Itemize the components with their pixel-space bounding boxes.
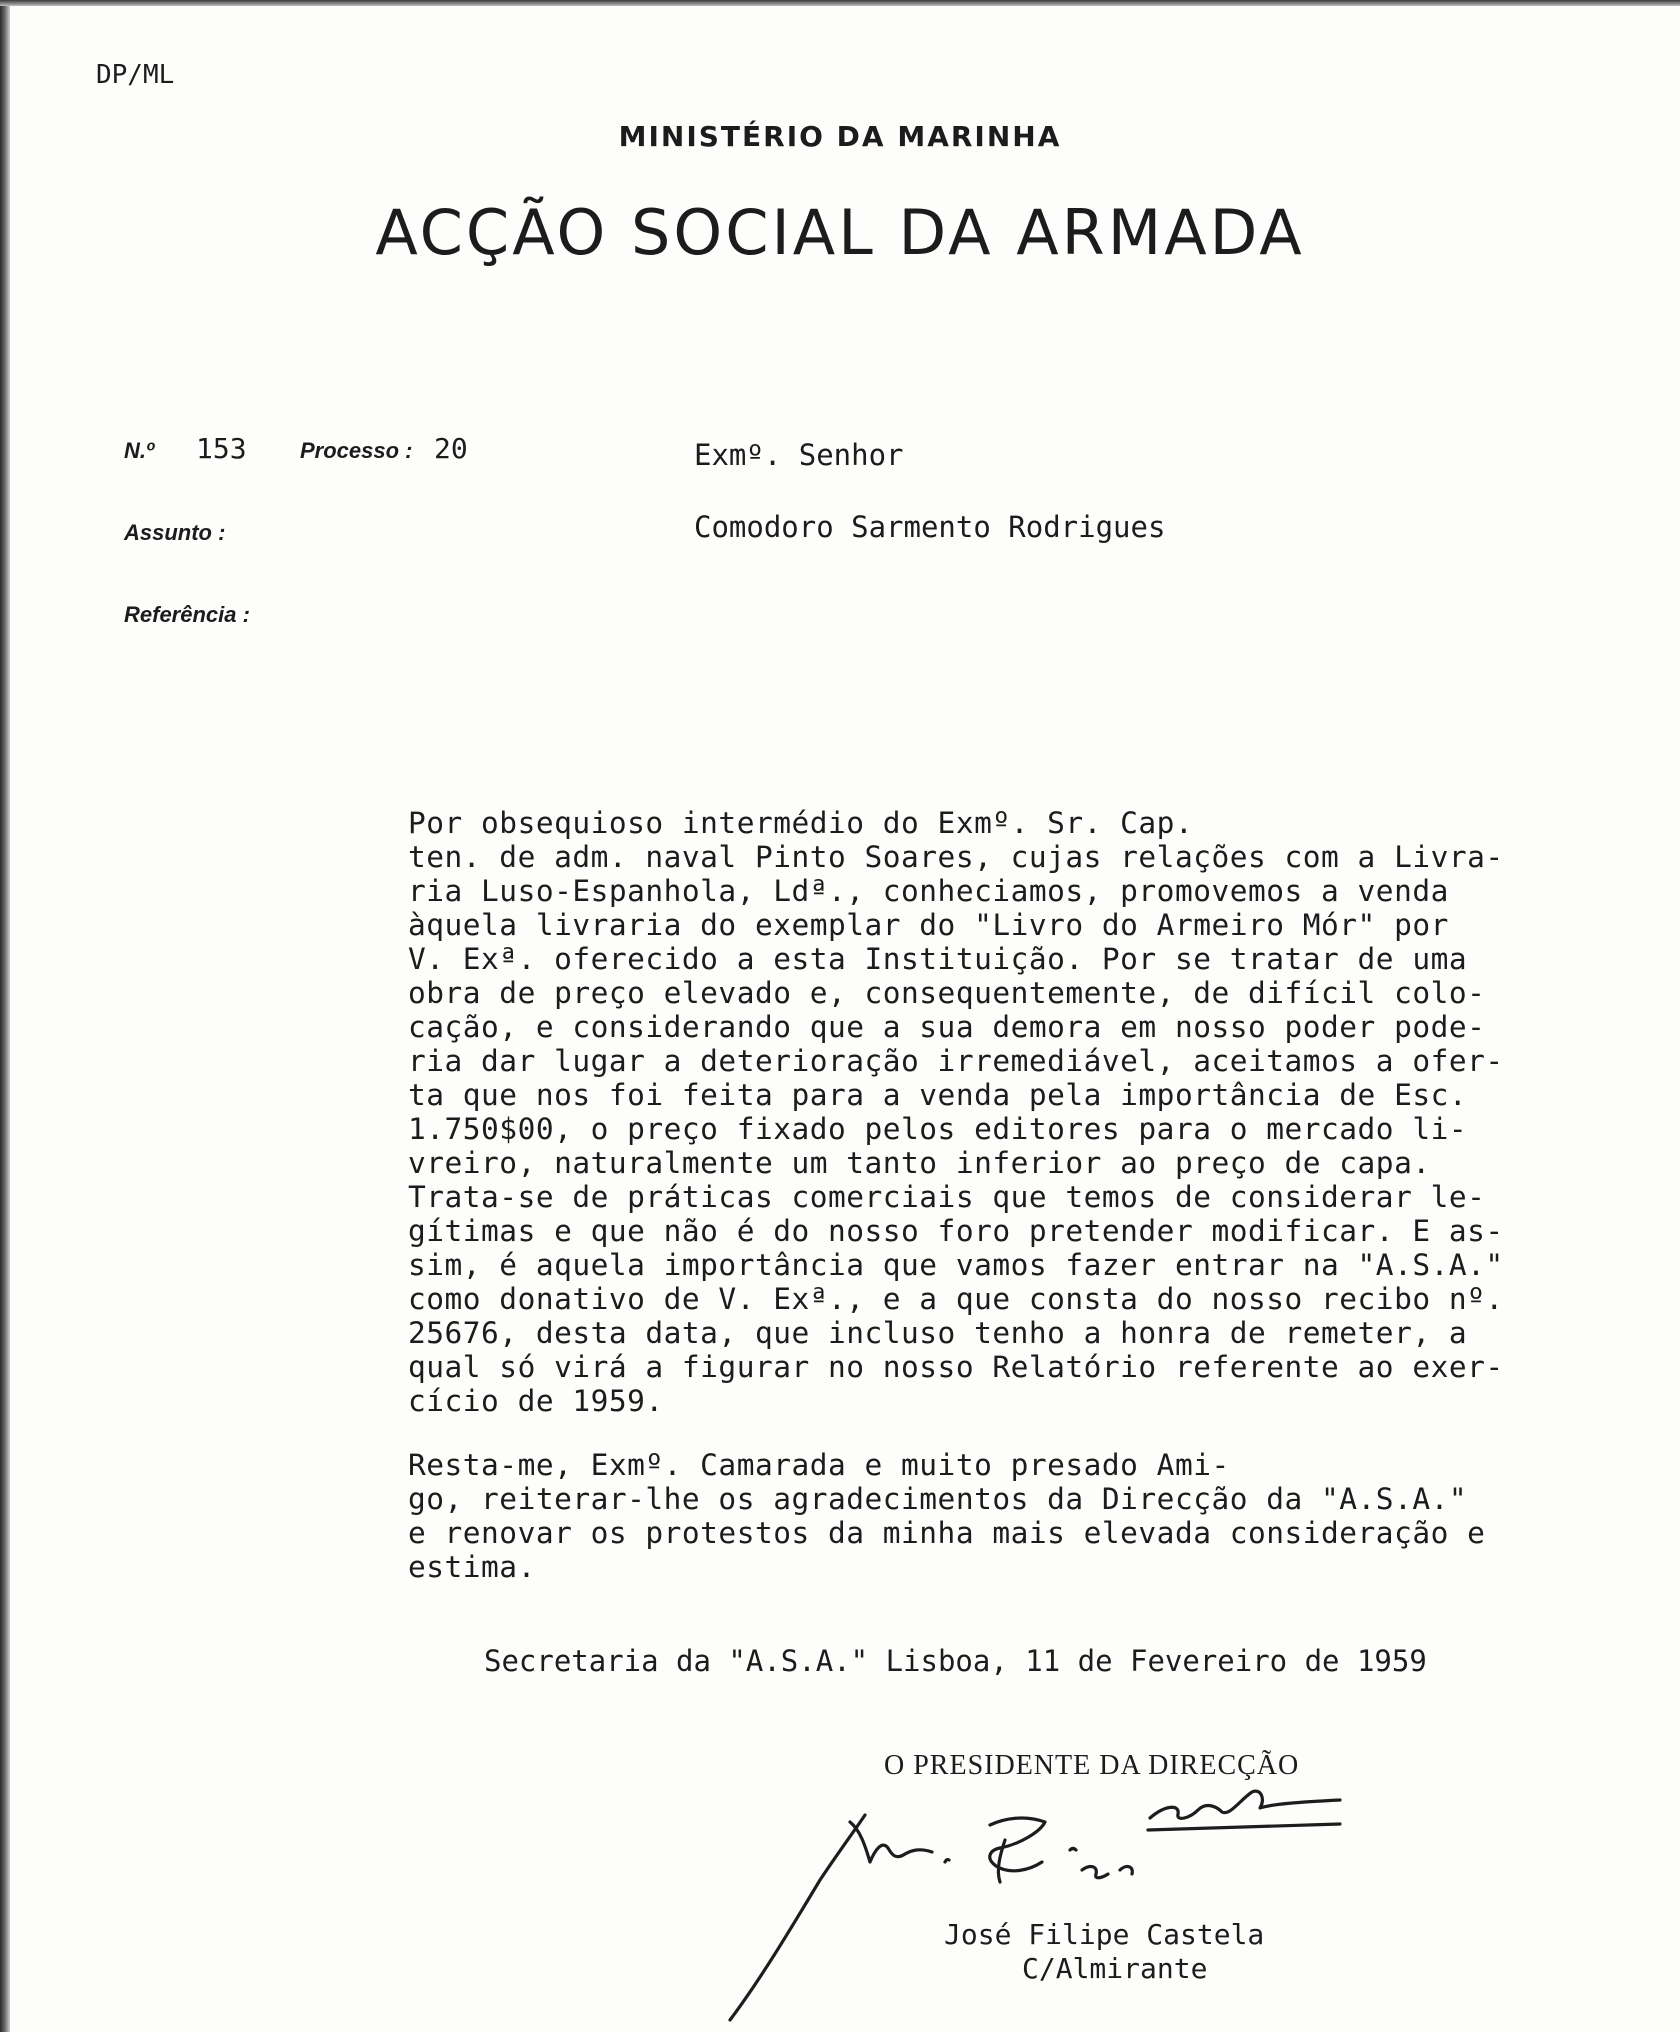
body-line: 25676, desta data, que incluso tenho a honra de remeter, a — [408, 1316, 1468, 1350]
recipient-name: Comodoro Sarmento Rodrigues — [694, 510, 1166, 544]
closing-line: estima. — [408, 1550, 536, 1584]
body-line: V. Exª. oferecido a esta Instituição. Por se tratar de uma — [408, 942, 1468, 976]
body-line: vreiro, naturalmente um tanto inferior ao preço de capa. — [408, 1146, 1431, 1180]
body-line: ria Luso-Espanhola, Ldª., conheciamos, promovemos a venda — [408, 874, 1449, 908]
subject-label: Assunto : — [124, 520, 226, 545]
body-line: Trata-se de práticas comerciais que temos de considerar le- — [408, 1180, 1486, 1214]
number-value: 153 — [196, 432, 247, 465]
closing-line: e renovar os protestos da minha mais elevada consideração e — [408, 1516, 1486, 1550]
page-top-edge — [0, 0, 1680, 6]
body-line: àquela livraria do exemplar do "Livro do Armeiro Mór" por — [408, 908, 1449, 942]
signatory-name: José Filipe Castela — [944, 1918, 1265, 1951]
body-line: cício de 1959. — [408, 1384, 664, 1418]
body-line: cação, e considerando que a sua demora em nosso poder pode- — [408, 1010, 1486, 1044]
closing-line: Resta-me, Exmº. Camarada e muito presado Ami- — [408, 1448, 1230, 1482]
process-value: 20 — [434, 432, 468, 465]
body-line: sim, é aquela importância que vamos fazer entrar na "A.S.A." — [408, 1248, 1504, 1282]
body-line: ta que nos foi feita para a venda pela importância de Esc. — [408, 1078, 1468, 1112]
number-label: N.º — [124, 438, 155, 463]
body-line: obra de preço elevado e, consequentemente, de difícil colo- — [408, 976, 1486, 1010]
body-line: gítimas e que não é do nosso foro pretender modificar. E as- — [408, 1214, 1504, 1248]
place-date: Secretaria da "A.S.A." Lisboa, 11 de Fevereiro de 1959 — [484, 1644, 1427, 1678]
body-line: ria dar lugar a deterioração irremediável, aceitamos a ofer- — [408, 1044, 1504, 1078]
signatory-title: O PRESIDENTE DA DIRECÇÃO — [884, 1750, 1300, 1781]
body-line: ten. de adm. naval Pinto Soares, cujas relações com a Livra- — [408, 840, 1504, 874]
recipient-salutation: Exmº. Senhor — [694, 438, 904, 472]
reference-label: Referência : — [124, 602, 250, 627]
page-edge-shadow — [0, 0, 10, 2032]
reference-code: DP/ML — [96, 60, 175, 90]
ministry-heading: MINISTÉRIO DA MARINHA — [618, 120, 1062, 153]
body-line: como donativo de V. Exª., e a que consta do nosso recibo nº. — [408, 1282, 1504, 1316]
handwritten-signature — [700, 1770, 1460, 2032]
organization-title: ACÇÃO SOCIAL DA ARMADA — [375, 196, 1305, 269]
process-label: Processo : — [300, 438, 413, 463]
body-line: Por obsequioso intermédio do Exmº. Sr. Cap. — [408, 806, 1194, 840]
signatory-rank: C/Almirante — [1022, 1952, 1208, 1985]
body-line: 1.750$00, o preço fixado pelos editores para o mercado li- — [408, 1112, 1468, 1146]
closing-line: go, reiterar-lhe os agradecimentos da Direcção da "A.S.A." — [408, 1482, 1468, 1516]
body-line: qual só virá a figurar no nosso Relatório referente ao exer- — [408, 1350, 1504, 1384]
